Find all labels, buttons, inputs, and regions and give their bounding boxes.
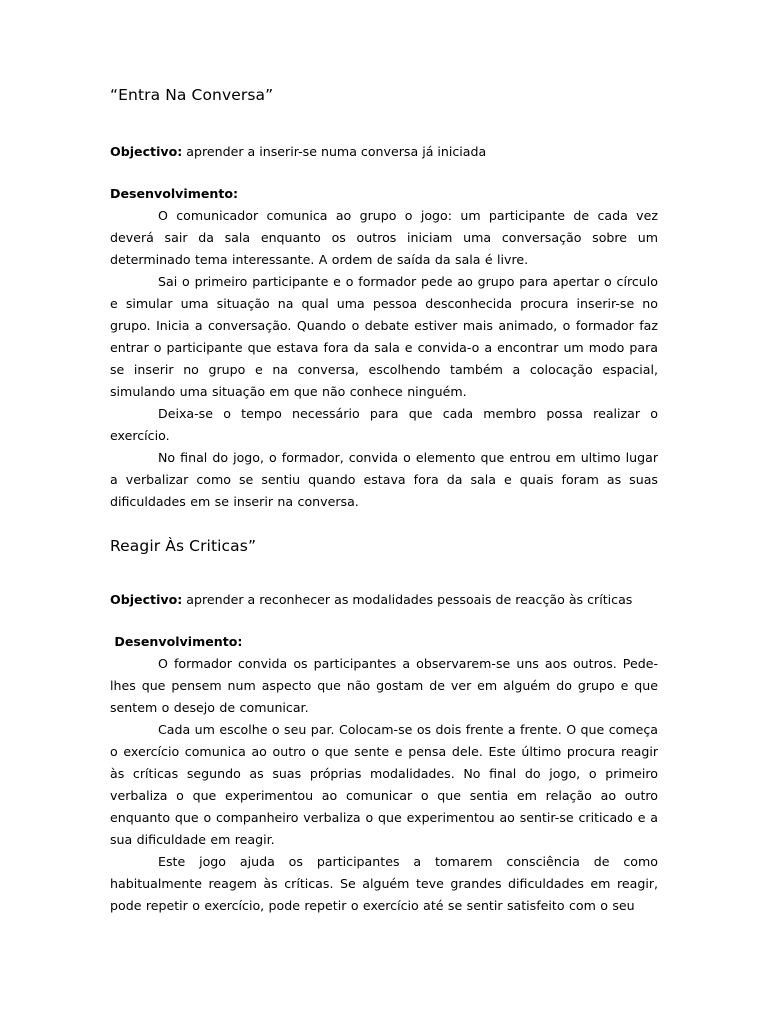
paragraph: No final do jogo, o formador, convida o elemento que entrou em ultimo lugar a verbalizar como se sentiu quando estava fora da sala e quais foram as suas dificuldades em se inserir na conversa. <box>110 450 658 509</box>
objective-text: aprender a inserir-se numa conversa já iniciada <box>182 144 487 159</box>
objective-line <box>110 589 658 611</box>
paragraph: Sai o primeiro participante e o formador pede ao grupo para apertar o círculo e simular uma situação na qual uma pessoa desconhecida procura inserir-se no grupo. Inicia a conversação. Quando o debate estiver mais animado, o formador faz entrar o participante que estava fora da sala e convida-o a encontrar um modo para se inserir no grupo e na conversa, escolhendo também a colocação espacial, simulando uma situação em que não conhece ninguém. <box>110 274 658 399</box>
objective-text: aprender a reconhecer as modalidades pessoais de reacção às críticas <box>182 592 633 607</box>
development-label: Desenvolvimento: <box>110 186 239 201</box>
objective-line <box>110 141 658 163</box>
paragraph: Deixa-se o tempo necessário para que cada membro possa realizar o exercício. <box>110 406 658 443</box>
section-reagir-as-criticas <box>110 537 658 917</box>
paragraph: O comunicador comunica ao grupo o jogo: um participante de cada vez deverá sair da sala enquanto os outros iniciam uma conversação sobre um determinado tema interessante. A ordem de saída da sala é livre. <box>110 208 658 267</box>
paragraph: O formador convida os participantes a observarem-se uns aos outros. Pede-lhes que pensem num aspecto que não gostam de ver em alguém do grupo e que sentem o desejo de comunicar. <box>110 656 658 715</box>
development-label: Desenvolvimento: <box>110 634 243 649</box>
paragraph: Cada um escolhe o seu par. Colocam-se os dois frente a frente. O que começa o exercício comunica ao outro o que sente e pensa dele. Este último procura reagir às críticas segundo as suas próprias modalidades. No final do jogo, o primeiro verbaliza o que experimentou ao comunicar o que sentia em relação ao outro enquanto que o companheiro verbaliza o que experimentou ao sentir-se criticado e a sua dificuldade em reagir. <box>110 722 658 847</box>
section-entra-na-conversa <box>110 86 658 513</box>
section-title: “Entra Na Conversa” <box>110 86 274 104</box>
objective-label: Objectivo: <box>110 592 183 607</box>
section-title: Reagir Às Criticas” <box>110 537 257 555</box>
objective-label: Objectivo: <box>110 144 183 159</box>
paragraph: Este jogo ajuda os participantes a tomarem consciência de como habitualmente reagem às críticas. Se alguém teve grandes dificuldades em reagir, pode repetir o exercício, pode repetir o exercício até se sentir satisfeito com o seu <box>110 854 658 913</box>
